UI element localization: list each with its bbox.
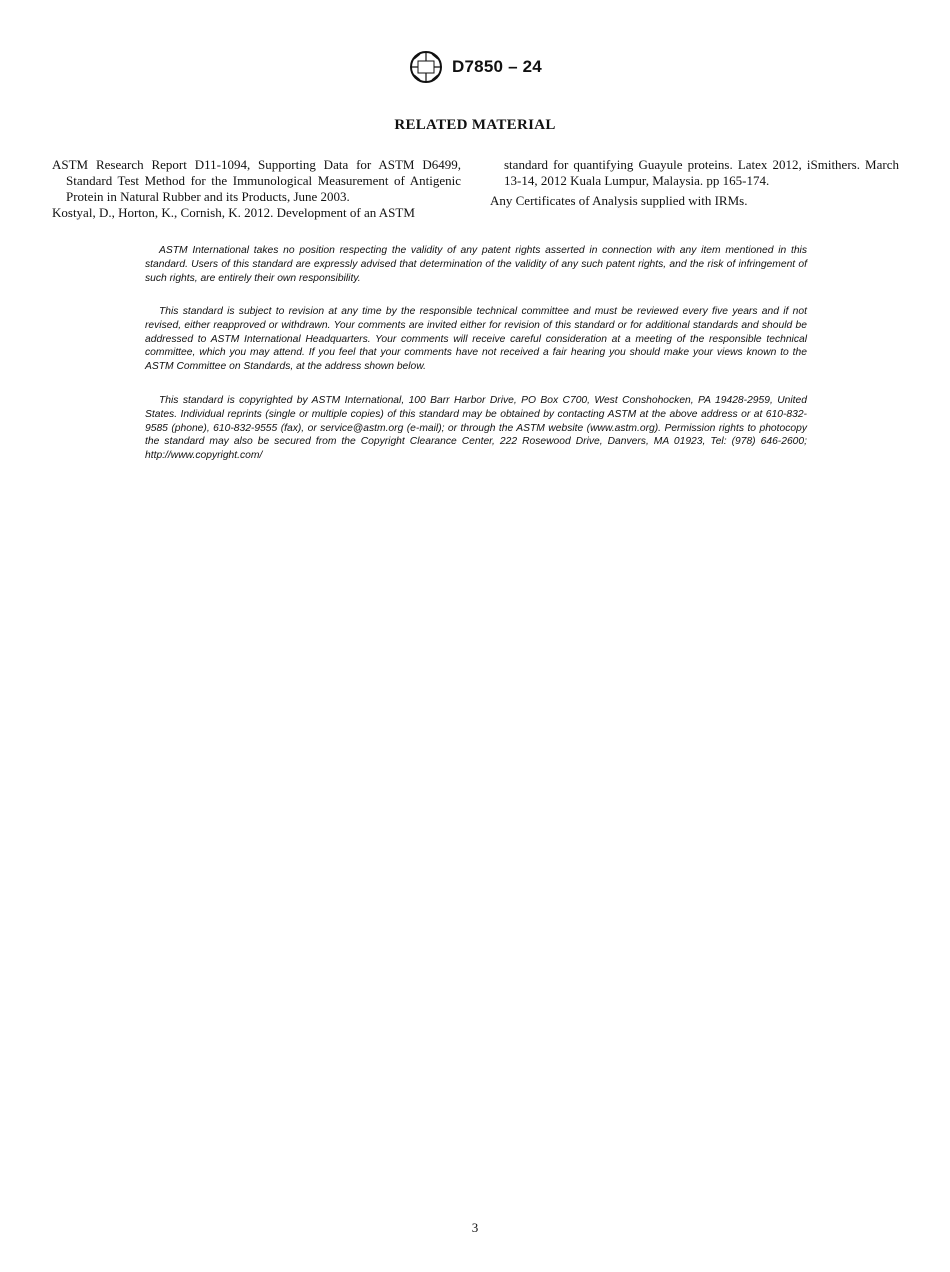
document-header [0, 50, 950, 84]
standard-designation: D7850 – 24 [452, 57, 542, 76]
reference-item: ASTM Research Report D11-1094, Supporting Data for ASTM D6499, Standard Test Method for the Immunological Measurement of Antigenic Protein in Natural Rubber and its Products, June 2003. [52, 157, 461, 204]
references-left-column [52, 157, 461, 221]
page-number: 3 [471, 1220, 479, 1235]
patent-notice: ASTM International takes no position respecting the validity of any patent rights asserted in connection with any item mentioned in this standard. Users of this standard are expressly advised that determination of the validity of any such patent rights, and the risk of infringement of such rights, are entirely their own responsibility. [145, 245, 807, 284]
revision-notice: This standard is subject to revision at any time by the responsible technical committee and must be reviewed every five years and if not revised, either reapproved or withdrawn. Your comments are invited either for revision of this standard or for additional standards and should be addressed to ASTM International Headquarters. Your comments will receive careful consideration at a meeting of the responsible technical committee, which you may attend. If you feel that your comments have not received a fair hearing you should make your views known to the ASTM Committee on Standards, at the address shown below. [145, 306, 807, 373]
references-right-column [490, 157, 899, 209]
reference-item-continued: standard for quantifying Guayule proteins. Latex 2012, iSmithers. March 13-14, 2012 Kuala Lumpur, Malaysia. pp 165-174. [504, 157, 899, 188]
reference-item: Kostyal, D., Horton, K., Cornish, K. 2012. Development of an ASTM [52, 205, 415, 220]
astm-logo-icon [408, 50, 444, 84]
section-title: RELATED MATERIAL [394, 117, 556, 133]
reference-item: Any Certificates of Analysis supplied with IRMs. [490, 193, 748, 208]
copyright-notice: This standard is copyrighted by ASTM International, 100 Barr Harbor Drive, PO Box C700, West Conshohocken, PA 19428-2959, United States. Individual reprints (single or multiple copies) of this standard may be obtained by contacting ASTM at the above address or at 610-832-9585 (phone), 610-832-9555 (fax), or service@astm.org (e-mail); or through the ASTM website (www.astm.org). Permission rights to photocopy the standard may also be secured from the Copyright Clearance Center, 222 Rosewood Drive, Danvers, MA 01923, Tel: (978) 646-2600; http://www.copyright.com/ [145, 395, 807, 462]
